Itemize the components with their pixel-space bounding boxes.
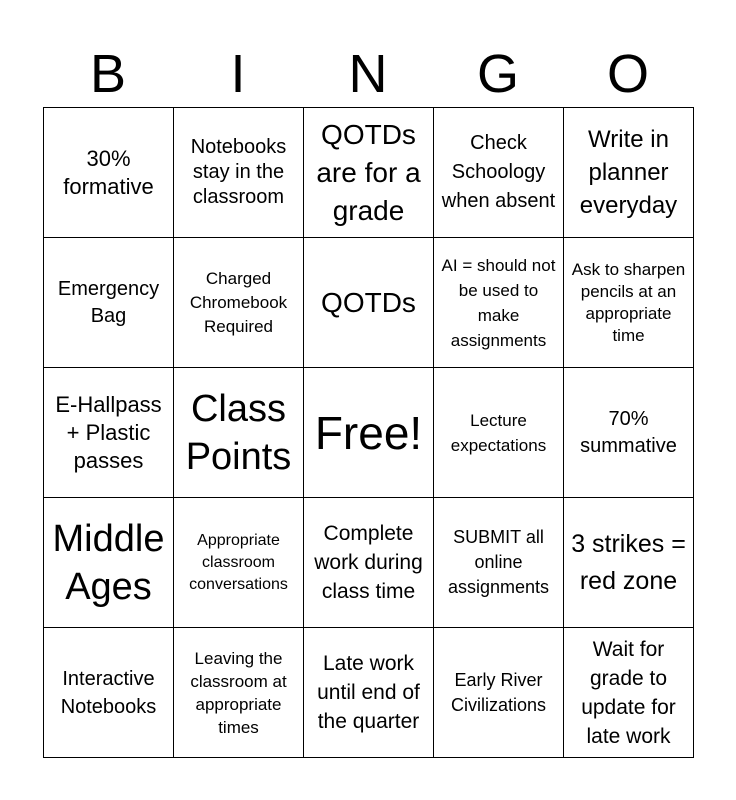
bingo-cell[interactable] — [174, 238, 304, 368]
bingo-cell[interactable] — [434, 628, 564, 758]
bingo-cell[interactable] — [44, 238, 174, 368]
bingo-cell[interactable] — [174, 108, 304, 238]
cell-text: Wait for grade to update for late work — [581, 637, 676, 748]
cell-text: QOTDs are for a grade — [316, 118, 421, 226]
cell-text: Free! — [314, 406, 423, 459]
bingo-cell[interactable] — [434, 498, 564, 628]
cell-text: Late work until end of the quarter — [317, 652, 420, 733]
cell-text: Emergency Bag — [57, 277, 160, 327]
header-letter-i: I — [230, 44, 246, 104]
cell-text: 3 strikes = red zone — [571, 529, 686, 595]
cell-text: Notebooks stay in the classroom — [190, 136, 287, 208]
cell-text: Interactive Notebooks — [60, 667, 157, 718]
bingo-cell[interactable] — [434, 108, 564, 238]
cell-text: 70% summative — [580, 407, 677, 457]
cell-text: Appropriate classroom conversations — [189, 531, 288, 593]
cell-text: Complete work during class time — [314, 522, 423, 603]
bingo-cell[interactable] — [304, 498, 434, 628]
cell-text: Check Schoology when absent — [441, 132, 556, 212]
bingo-cell[interactable] — [44, 628, 174, 758]
bingo-cell[interactable] — [564, 628, 694, 758]
bingo-cell[interactable] — [44, 498, 174, 628]
cell-text: AI = should not be used to make assignments — [441, 255, 556, 350]
bingo-header — [43, 40, 693, 108]
cell-text: Early River Civilizations — [450, 669, 547, 715]
cell-text: E-Hallpass + Plastic passes — [55, 391, 162, 473]
bingo-grid — [43, 107, 694, 758]
cell-text: Charged Chromebook Required — [189, 268, 288, 336]
cell-text: Lecture expectations — [450, 410, 547, 455]
bingo-cell[interactable] — [44, 368, 174, 498]
bingo-cell[interactable] — [304, 108, 434, 238]
cell-text: SUBMIT all online assignments — [447, 527, 550, 597]
bingo-cell[interactable] — [434, 368, 564, 498]
cell-text: QOTDs — [321, 286, 416, 318]
header-letter-o: O — [606, 44, 649, 104]
bingo-cell[interactable] — [304, 628, 434, 758]
cell-text: Middle Ages — [52, 517, 165, 608]
bingo-cell[interactable] — [434, 238, 564, 368]
bingo-cell[interactable] — [304, 368, 434, 498]
header-letter-n: N — [348, 44, 388, 104]
cell-text: Write in planner everyday — [579, 126, 678, 219]
bingo-cell[interactable] — [564, 368, 694, 498]
bingo-cell[interactable] — [174, 368, 304, 498]
cell-text: Class Points — [185, 387, 292, 478]
bingo-cell[interactable] — [564, 238, 694, 368]
cell-text: Ask to sharpen pencils at an appropriate time — [571, 259, 686, 345]
header-letter-g: G — [476, 44, 519, 104]
bingo-cell[interactable] — [564, 108, 694, 238]
cell-text: 30% formative — [63, 145, 154, 199]
header-letter-b: B — [89, 44, 127, 104]
bingo-cell[interactable] — [304, 238, 434, 368]
bingo-cell[interactable] — [564, 498, 694, 628]
cell-text: Leaving the classroom at appropriate times — [190, 648, 287, 737]
bingo-cell[interactable] — [44, 108, 174, 238]
bingo-cell[interactable] — [174, 628, 304, 758]
bingo-cell[interactable] — [174, 498, 304, 628]
